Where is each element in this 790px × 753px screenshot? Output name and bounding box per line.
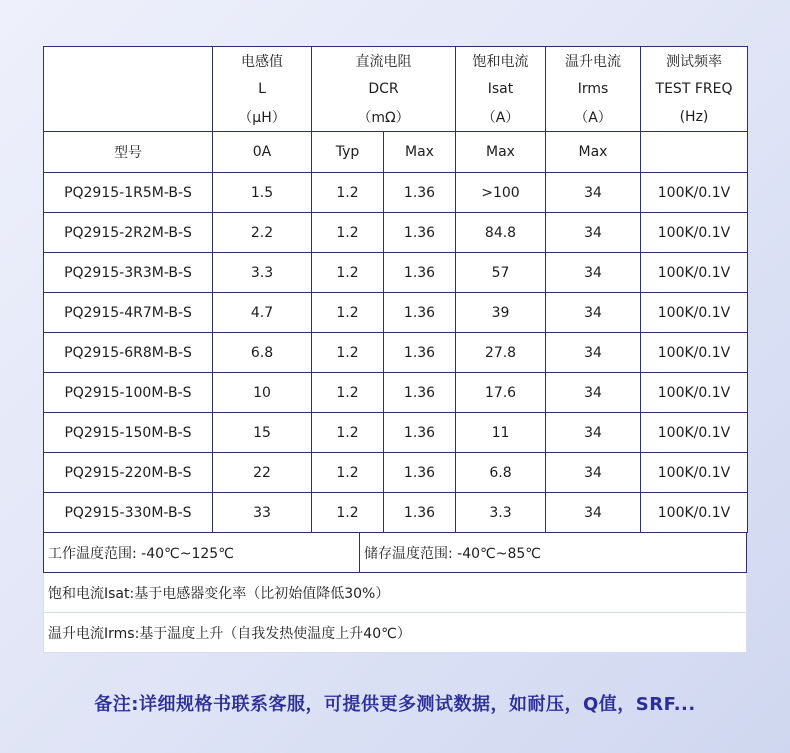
cell-test-freq: 100K/0.1V bbox=[641, 213, 748, 253]
cell-test-freq: 100K/0.1V bbox=[641, 293, 748, 333]
temperature-row bbox=[43, 533, 747, 573]
cell-model: PQ2915-100M-B-S bbox=[44, 373, 213, 413]
cell-dcr-max: 1.36 bbox=[384, 253, 456, 293]
cell-model: PQ2915-150M-B-S bbox=[44, 413, 213, 453]
header-inductance-unit: （μH） bbox=[213, 103, 312, 132]
cell-isat: 84.8 bbox=[456, 213, 546, 253]
cell-dcr-max: 1.36 bbox=[384, 373, 456, 413]
cell-model: PQ2915-3R3M-B-S bbox=[44, 253, 213, 293]
header-row-3 bbox=[44, 103, 748, 132]
cell-test-freq: 100K/0.1V bbox=[641, 253, 748, 293]
cell-irms: 34 bbox=[546, 453, 641, 493]
cell-model: PQ2915-220M-B-S bbox=[44, 453, 213, 493]
cell-irms: 34 bbox=[546, 293, 641, 333]
table-row bbox=[44, 413, 748, 453]
cell-test-freq: 100K/0.1V bbox=[641, 413, 748, 453]
cell-irms: 34 bbox=[546, 253, 641, 293]
cell-isat: 17.6 bbox=[456, 373, 546, 413]
cell-dcr-max: 1.36 bbox=[384, 413, 456, 453]
isat-note: 饱和电流Isat:基于电感器变化率（比初始值降低30%） bbox=[43, 573, 747, 613]
cell-dcr-max: 1.36 bbox=[384, 213, 456, 253]
cell-isat: 6.8 bbox=[456, 453, 546, 493]
subheader-model: 型号 bbox=[44, 132, 213, 173]
cell-dcr-typ: 1.2 bbox=[312, 333, 384, 373]
cell-inductance: 10 bbox=[213, 373, 312, 413]
cell-dcr-typ: 1.2 bbox=[312, 173, 384, 213]
cell-irms: 34 bbox=[546, 173, 641, 213]
cell-isat: 11 bbox=[456, 413, 546, 453]
table-row bbox=[44, 333, 748, 373]
operating-temperature: 工作温度范围: -40℃~125℃ bbox=[44, 533, 360, 572]
cell-model: PQ2915-4R7M-B-S bbox=[44, 293, 213, 333]
header-irms: 温升电流 bbox=[546, 47, 641, 76]
cell-model: PQ2915-6R8M-B-S bbox=[44, 333, 213, 373]
subheader-dcr-max: Max bbox=[384, 132, 456, 173]
cell-inductance: 3.3 bbox=[213, 253, 312, 293]
header-row-1 bbox=[44, 47, 748, 76]
header-irms-unit: （A） bbox=[546, 103, 641, 132]
cell-inductance: 4.7 bbox=[213, 293, 312, 333]
subheader-typ: Typ bbox=[312, 132, 384, 173]
cell-model: PQ2915-2R2M-B-S bbox=[44, 213, 213, 253]
cell-inductance: 22 bbox=[213, 453, 312, 493]
notes-section bbox=[43, 533, 747, 653]
cell-dcr-typ: 1.2 bbox=[312, 493, 384, 533]
cell-inductance: 6.8 bbox=[213, 333, 312, 373]
cell-dcr-max: 1.36 bbox=[384, 173, 456, 213]
cell-dcr-max: 1.36 bbox=[384, 333, 456, 373]
subheader-0a: 0A bbox=[213, 132, 312, 173]
header-isat: 饱和电流 bbox=[456, 47, 546, 76]
subheader-row bbox=[44, 132, 748, 173]
cell-dcr-typ: 1.2 bbox=[312, 293, 384, 333]
table-row bbox=[44, 453, 748, 493]
cell-dcr-max: 1.36 bbox=[384, 293, 456, 333]
header-dcr: 直流电阻 bbox=[312, 47, 456, 76]
subheader-irms-max: Max bbox=[546, 132, 641, 173]
cell-test-freq: 100K/0.1V bbox=[641, 173, 748, 213]
remark-text: 备注:详细规格书联系客服，可提供更多测试数据，如耐压，Q值，SRF... bbox=[94, 694, 696, 715]
table-row bbox=[44, 493, 748, 533]
header-isat-unit: （A） bbox=[456, 103, 546, 132]
cell-model: PQ2915-330M-B-S bbox=[44, 493, 213, 533]
header-dcr-unit: （mΩ） bbox=[312, 103, 456, 132]
cell-inductance: 1.5 bbox=[213, 173, 312, 213]
table-row bbox=[44, 373, 748, 413]
header-cell-blank bbox=[44, 103, 213, 132]
header-cell-blank bbox=[44, 75, 213, 103]
header-test-freq-unit: (Hz) bbox=[641, 103, 748, 132]
cell-irms: 34 bbox=[546, 213, 641, 253]
cell-dcr-typ: 1.2 bbox=[312, 213, 384, 253]
cell-irms: 34 bbox=[546, 333, 641, 373]
cell-dcr-max: 1.36 bbox=[384, 493, 456, 533]
header-dcr-symbol: DCR bbox=[312, 75, 456, 103]
cell-test-freq: 100K/0.1V bbox=[641, 373, 748, 413]
cell-dcr-max: 1.36 bbox=[384, 453, 456, 493]
cell-inductance: 33 bbox=[213, 493, 312, 533]
header-row-2 bbox=[44, 75, 748, 103]
irms-note: 温升电流Irms:基于温度上升（自我发热使温度上升40℃） bbox=[43, 613, 747, 653]
cell-isat: 39 bbox=[456, 293, 546, 333]
subheader-isat-max: Max bbox=[456, 132, 546, 173]
cell-isat: >100 bbox=[456, 173, 546, 213]
header-irms-symbol: Irms bbox=[546, 75, 641, 103]
cell-test-freq: 100K/0.1V bbox=[641, 493, 748, 533]
cell-irms: 34 bbox=[546, 373, 641, 413]
header-test-freq-symbol: TEST FREQ bbox=[641, 75, 748, 103]
cell-test-freq: 100K/0.1V bbox=[641, 453, 748, 493]
header-isat-symbol: Isat bbox=[456, 75, 546, 103]
cell-irms: 34 bbox=[546, 493, 641, 533]
subheader-freq bbox=[641, 132, 748, 173]
cell-dcr-typ: 1.2 bbox=[312, 373, 384, 413]
cell-test-freq: 100K/0.1V bbox=[641, 333, 748, 373]
inductor-spec-table bbox=[43, 46, 748, 533]
cell-dcr-typ: 1.2 bbox=[312, 413, 384, 453]
table-row bbox=[44, 213, 748, 253]
cell-isat: 57 bbox=[456, 253, 546, 293]
cell-dcr-typ: 1.2 bbox=[312, 453, 384, 493]
table-row bbox=[44, 173, 748, 213]
header-inductance-symbol: L bbox=[213, 75, 312, 103]
table-row bbox=[44, 253, 748, 293]
storage-temperature: 储存温度范围: -40℃~85℃ bbox=[364, 545, 542, 562]
table-row bbox=[44, 293, 748, 333]
header-inductance: 电感值 bbox=[213, 47, 312, 76]
cell-irms: 34 bbox=[546, 413, 641, 453]
cell-dcr-typ: 1.2 bbox=[312, 253, 384, 293]
header-cell-blank bbox=[44, 47, 213, 76]
cell-inductance: 2.2 bbox=[213, 213, 312, 253]
header-test-freq: 测试频率 bbox=[641, 47, 748, 76]
cell-isat: 27.8 bbox=[456, 333, 546, 373]
cell-inductance: 15 bbox=[213, 413, 312, 453]
cell-isat: 3.3 bbox=[456, 493, 546, 533]
cell-model: PQ2915-1R5M-B-S bbox=[44, 173, 213, 213]
